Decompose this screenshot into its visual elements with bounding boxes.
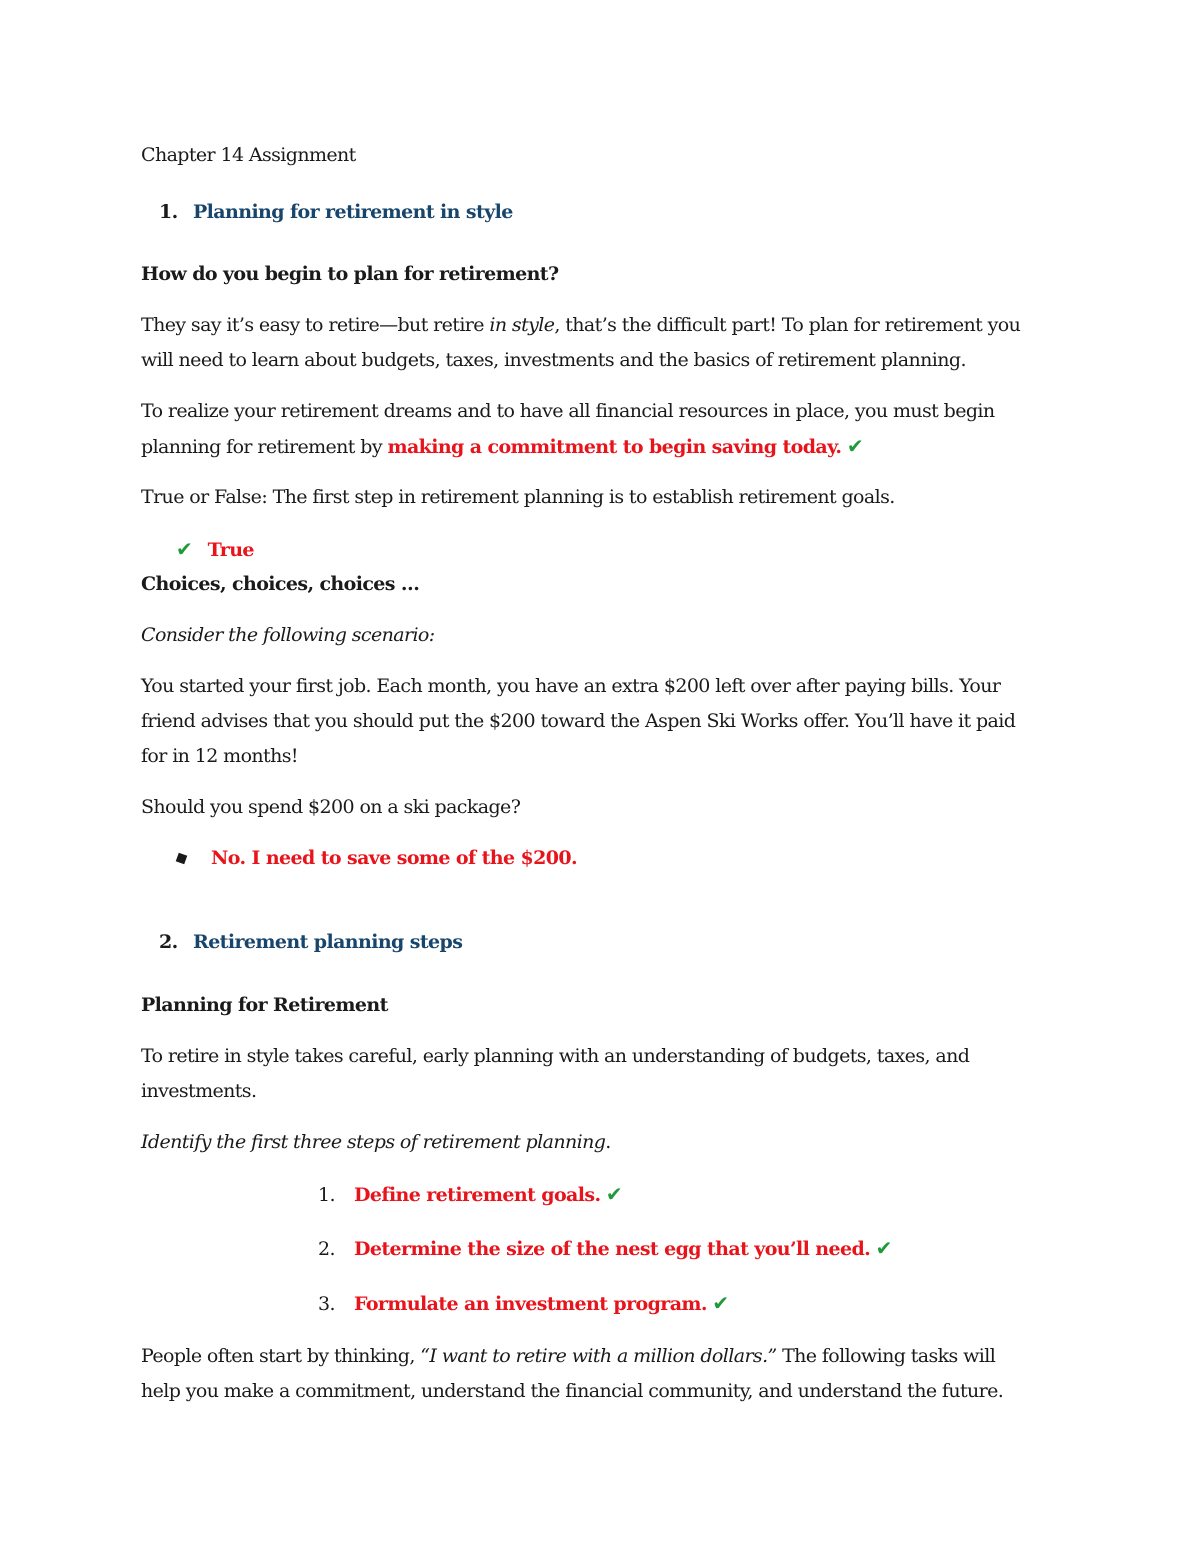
checkmark-icon: ✔ [605,1182,623,1206]
intro-line-2: investments. [141,1080,257,1102]
section-2-number: 2. [159,931,178,953]
section-1-heading: 1. Planning for retirement in style [159,195,1089,230]
closing-line-2: help you make a commitment, understand the financial community, and understand the future. [141,1380,1004,1402]
scenario-line-1: You started your first job. Each month, you have an extra $200 left over after paying bills. Your [141,675,1001,697]
retirement-question: How do you begin to plan for retirement? [141,263,559,285]
closing-line-1: People often start by thinking, “I want to retire with a million dollars.” The following tasks will [141,1345,996,1367]
paragraph-2-line-1: To realize your retirement dreams and to have all financial resources in place, you must begin [141,400,995,422]
ski-question: Should you spend $200 on a ski package? [141,796,521,818]
ski-answer: No. I need to save some of the $200. [211,847,577,869]
scenario-line-2: friend advises that you should put the $200 toward the Aspen Ski Works offer. You’ll have it paid [141,710,1016,732]
scenario-label: Consider the following scenario: [141,624,435,646]
choices-heading: Choices, choices, choices … [141,573,420,595]
step-item: 2. Determine the size of the nest egg that you’ll need. ✔ [318,1236,892,1260]
section-2-heading: 2. Retirement planning steps [159,925,1089,960]
checkmark-bullet-icon: ✔ [176,537,193,561]
intro-line-1: To retire in style takes careful, early planning with an understanding of budgets, taxes, and [141,1045,970,1067]
true-false-answer: ✔ True [176,537,254,561]
paragraph-1-line-1: They say it’s easy to retire—but retire in style, that’s the difficult part! To plan for retirement you [141,314,1021,336]
true-false-question: True or False: The first step in retirement planning is to establish retirement goals. [141,486,895,508]
document-title: Chapter 14 Assignment [141,144,356,166]
checkmark-icon: ✔ [875,1236,892,1260]
bullet-icon [176,853,188,865]
checkmark-icon: ✔ [846,434,864,458]
planning-subheading: Planning for Retirement [141,994,388,1016]
steps-prompt: Identify the first three steps of retirement planning. [141,1131,611,1153]
step-item: 3. Formulate an investment program. ✔ [318,1291,729,1315]
section-1-number: 1. [159,201,178,223]
commitment-answer: making a commitment to begin saving today. [387,436,842,458]
checkmark-icon: ✔ [712,1291,729,1315]
scenario-line-3: for in 12 months! [141,745,298,767]
step-item: 1. Define retirement goals. ✔ [318,1182,623,1206]
paragraph-2-line-2: planning for retirement by making a commitment to begin saving today. ✔ [141,434,864,458]
paragraph-1-line-2: will need to learn about budgets, taxes, investments and the basics of retirement planning. [141,349,966,371]
